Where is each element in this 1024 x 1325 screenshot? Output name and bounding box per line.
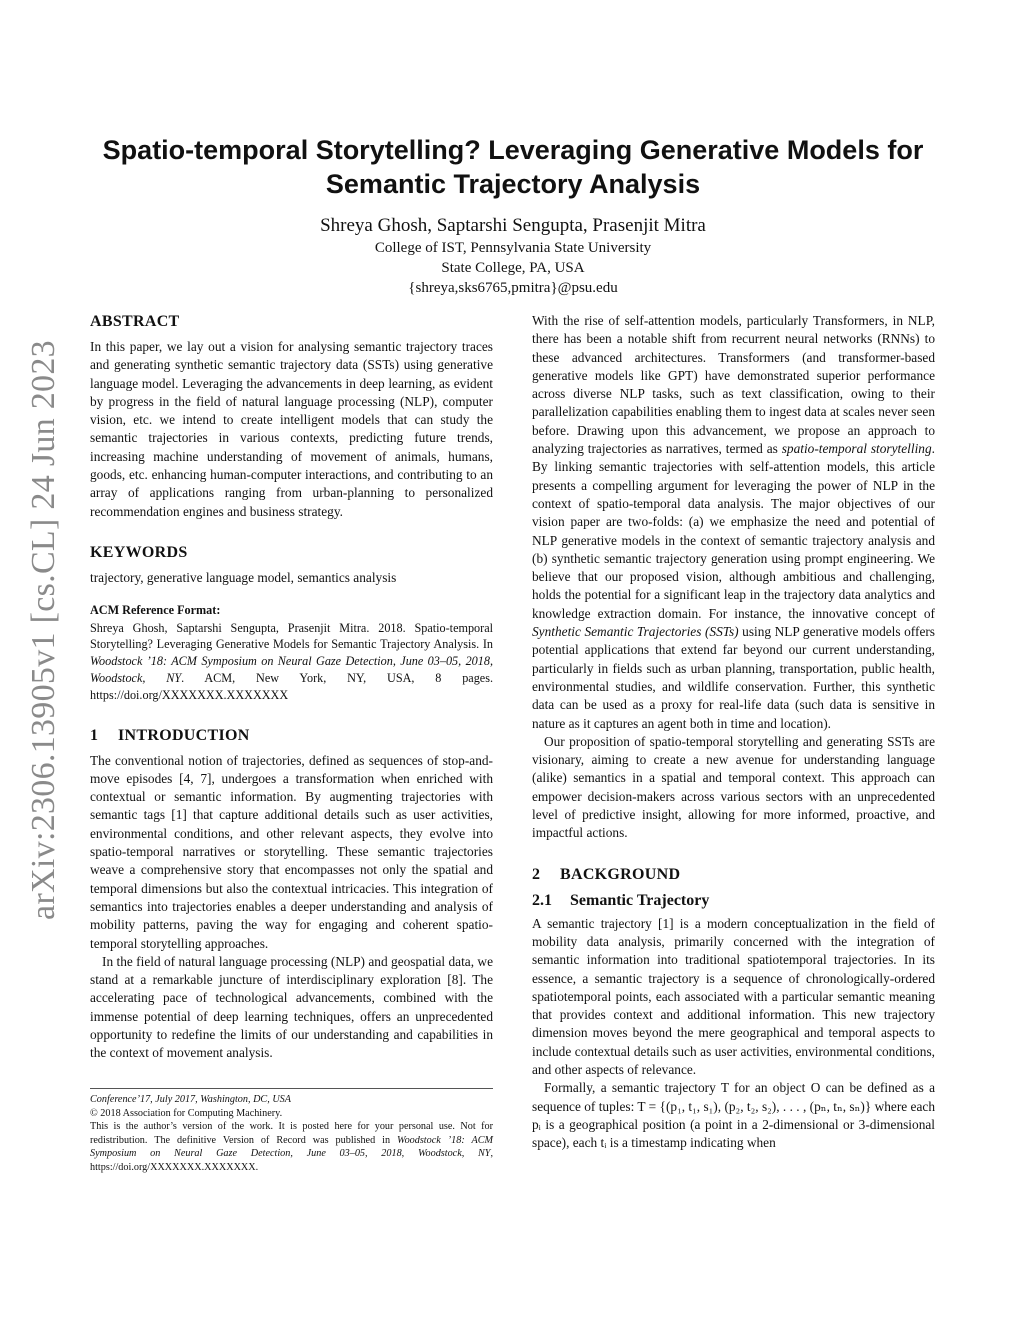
intro-continued-paragraph-1 [532,312,935,733]
affiliation-block [90,238,936,298]
intro-continued-text-a: With the rise of self-attention models, particularly Transformers, in NLP, there has been a notable shift from recurrent neural networks (RNNs) to these advanced architectures. Transformers (and transformer-based generative models like GPT) have demonstrated superior performance across diverse NLP tasks, such as text classification, owing to their parallelization capabilities enabling them to ingest data at scales never seen before. Drawing upon this advancement, we propose an approach to analyzing trajectories as narratives, termed as [532,313,935,457]
right-column [532,312,935,1152]
acm-reference-part2: . ACM, New York, NY, USA, 8 pages. https://doi.org/XXXXXXX.XXXXXXX [90,670,494,702]
intro-continued-text-c: using NLP generative models offers potential applications that extend far beyond our current understanding, particularly in fields such as urban planning, transportation, public health, environmental studies, and wildlife conservation. Further, this synthetic data can be used as a proxy for real-life data (such data is sensitive in nature as it captures an agent both in time and location). [532,624,935,731]
abstract-heading: ABSTRACT [90,313,180,330]
intro-continued-text-b: . By linking semantic trajectories with self-attention models, this article presents a compelling argument for leveraging the power of NLP in the context of spatio-temporal data analysis. The major objectives of our vision paper are two-folds: (a) we emphasize the need and potential of NLP generative models in the context of semantic trajectory analysis and (b) synthetic semantic trajectory generation using prompt engineering. We believe that our proposed vision, although ambitious and challenging, holds the potential for a significant leap in the trajectory data analytics and knowledge extraction domain. For instance, the innovative concept of [532,441,935,621]
semantic-trajectory-title: Semantic Trajectory [570,891,710,909]
acm-reference-text [90,620,493,704]
acm-reference-part1: Shreya Ghosh, Saptarshi Sengupta, Prasenjit Mitra. 2018. Spatio-temporal Storytelling? Leveraging Generative Models for Semantic Trajectory Analysis. In [90,620,493,652]
intro-continued-emphasis-2: Synthetic Semantic Trajectories (SSTs) [532,624,739,640]
arxiv-identifier: arXiv:2306.13905v1 [cs.CL] 24 Jun 2023 [25,340,62,920]
footnote-conference: Conference’17, July 2017, Washington, DC, USA [90,1094,291,1105]
semantic-trajectory-number: 2.1 [532,891,552,909]
intro-continued-paragraph-2: Our proposition of spatio-temporal storytelling and generating SSTs are visionary, aiming to create a new avenue for understanding language (alike) semantics in a spatial and temporal context. This approach can empower decision-makers across various sectors with an unprecedented level of predictive insight, allowing for more informed, proactive, and impactful actions. [532,733,935,841]
intro-continued-emphasis-1: spatio-temporal storytelling [781,441,932,457]
footnote-notice [90,1120,493,1174]
affiliation-location: State College, PA, USA [441,260,585,276]
background-paragraph-1: A semantic trajectory [1] is a modern conceptualization in the field of mobility data analysis, primarily concerned with the integration of semantic information into traditional spatiotemporal trajectories. In its essence, a semantic trajectory is a sequence of chronologically-ordered spatiotemporal points, each associated with a particular semantic meaning that provides context and additional information. This new trajectory dimension moves beyond the mere geographical and temporal aspects to include contextual details such as user activities, environmental conditions, and other aspects of relevance. [532,915,935,1077]
abstract-text: In this paper, we lay out a vision for analysing semantic trajectory traces and generating synthetic semantic trajectory data (SSTs) using generative language model. Leveraging the advancements in deep learning, as evident by progress in the field of natural language processing (NLP), computer vision, etc. we intend to create intelligent models that can study the semantic trajectories in various contexts, predicting future trends, increasing machine understanding of movement of animals, humans, goods, etc. enhancing human-computer interactions, and contributing to an array of applications ranging from urban-planning to personalized recommendation engines and business strategy. [90,339,493,519]
paper-title: Spatio-temporal Storytelling? Leveraging Generative Models for Semantic Trajectory Analysis [102,135,924,199]
affiliation-institution: College of IST, Pennsylvania State University [374,240,652,256]
footnote-notice-venue: Woodstock ’18: ACM Symposium on Neural Gaze Detection, June 03–05, 2018, Woodstock, NY [90,1134,493,1160]
introduction-paragraph-2: In the field of natural language processing (NLP) and geospatial data, we stand at a remarkable juncture of interdisciplinary exploration [8]. The accelerating pace of technological advancements, combined with the immense potential of deep learning techniques, offers an unprecedented opportunity to redefine the limits of our understanding and capabilities in the context of movement analysis. [90,953,493,1061]
introduction-heading [90,726,493,746]
left-column [90,312,493,1063]
introduction-number: 1 [90,726,99,744]
footnote-notice-b: , https://doi.org/XXXXXXX.XXXXXXX. [90,1148,493,1173]
keywords-text: trajectory, generative language model, semantics analysis [90,569,397,585]
arxiv-side-stamp [12,300,76,960]
background-heading [532,865,935,885]
affiliation-email: {shreya,sks6765,pmitra}@psu.edu [408,280,618,296]
footnote-copyright: © 2018 Association for Computing Machinery. [90,1107,283,1119]
copyright-footnote [90,1088,493,1175]
footnote-rule [90,1088,493,1089]
background-title: BACKGROUND [560,865,681,883]
author-list: Shreya Ghosh, Saptarshi Sengupta, Prasenjit Mitra [320,215,706,236]
background-number: 2 [532,865,541,883]
introduction-title: INTRODUCTION [118,726,250,744]
acm-reference-heading: ACM Reference Format: [90,603,221,618]
semantic-trajectory-heading [532,891,935,911]
background-paragraph-2: Formally, a semantic trajectory T for an object O can be defined as a sequence of tuples: T = {(p₁, t₁, s₁), (p₂, t₂, s₂), . . . , (pₙ, tₙ, sₙ)} where each pᵢ is a geographical position (a point in a 2-dimensional or 3-dimensional space), each tᵢ is a timestamp indicating when [532,1080,935,1151]
introduction-paragraph-1: The conventional notion of trajectories, defined as sequences of stop-and-move episodes [4, 7], undergoes a transformation when enriched with contextual or semantic information. By augmenting trajectories with semantic tags [1] that capture additional details such as user activities, environmental conditions, and other relevant aspects, they evolve into spatio-temporal narratives or storytelling. These semantic trajectories weave a comprehensive story that encompasses not only the spatial and temporal dimensions but also the contextual intricacies. This integration of semantics into trajectories enables a deeper understanding and analysis of mobility patterns, paving the way for engaging and coherent spatio-temporal storytelling approaches. [90,752,493,951]
keywords-heading: KEYWORDS [90,543,188,561]
footnote-notice-a: This is the author’s version of the work. It is posted here for your personal use. Not for redistribution. The definitive Version of Record was published in [90,1121,493,1146]
acm-reference-venue: Woodstock ’18: ACM Symposium on Neural Gaze Detection, June 03–05, 2018, Woodstock, NY [90,654,493,685]
